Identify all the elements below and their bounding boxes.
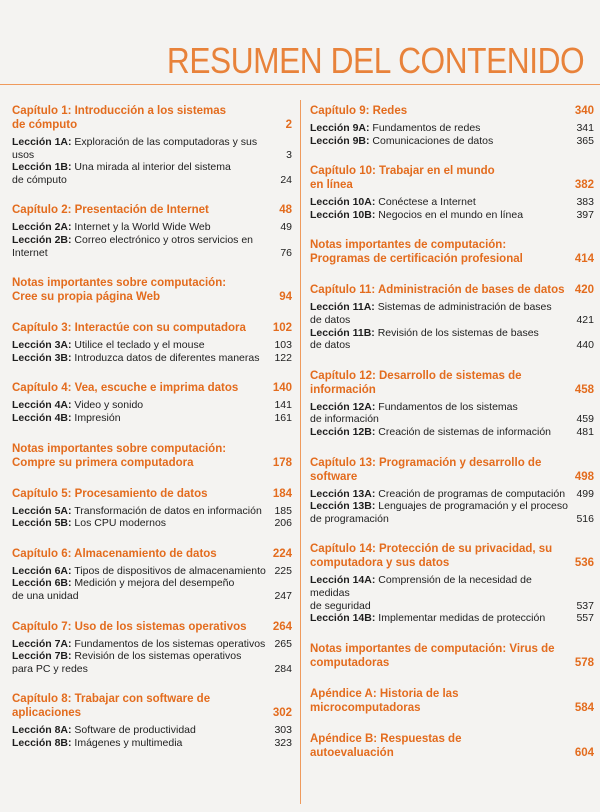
section-page-number: 536 bbox=[574, 557, 594, 570]
lesson-code: Lección 12A: bbox=[310, 400, 376, 413]
lesson-code: Lección 4A: bbox=[12, 399, 72, 412]
section-heading bbox=[310, 687, 594, 715]
lesson-code: Lección 13A: bbox=[310, 487, 376, 500]
lesson-description: Software de productividad bbox=[71, 724, 196, 737]
section-heading bbox=[12, 620, 292, 634]
lesson-description: Implementar medidas de protección bbox=[375, 612, 546, 625]
lesson-code: Lección 3A: bbox=[12, 339, 72, 352]
lesson-page-number: 383 bbox=[576, 196, 594, 209]
lesson-title bbox=[310, 209, 576, 222]
section-title: Apéndice A: Historia de las microcomputadoras bbox=[310, 687, 459, 714]
lesson-title bbox=[310, 574, 576, 612]
section-page-number: 382 bbox=[574, 179, 594, 192]
section-title: Notas importantes sobre computación: Compre su primera computadora bbox=[12, 442, 227, 469]
lesson-page-number: 499 bbox=[576, 487, 594, 500]
lesson-row bbox=[12, 505, 292, 518]
lesson-page-number: 459 bbox=[576, 413, 594, 426]
section-heading bbox=[310, 238, 594, 266]
lesson-row bbox=[12, 737, 292, 750]
lesson-code: Lección 7B: bbox=[12, 650, 72, 663]
toc-section bbox=[12, 203, 292, 259]
toc-section bbox=[12, 692, 292, 749]
toc-section bbox=[310, 369, 594, 439]
lesson-code: Lección 12B: bbox=[310, 425, 376, 438]
section-page-number: 584 bbox=[574, 701, 594, 714]
section-title: Capítulo 3: Interactúe con su computadora bbox=[12, 322, 246, 335]
lesson-title bbox=[310, 612, 576, 625]
lesson-code: Lección 3B: bbox=[12, 351, 72, 364]
section-page-number: 340 bbox=[574, 105, 594, 117]
lesson-row bbox=[12, 724, 292, 737]
lesson-page-number: 122 bbox=[274, 351, 292, 364]
lesson-title bbox=[12, 412, 274, 425]
lesson-title bbox=[12, 136, 286, 161]
section-page-number: 420 bbox=[574, 284, 594, 297]
lesson-code: Lección 11B: bbox=[310, 326, 375, 339]
lesson-row bbox=[310, 488, 594, 501]
lesson-code: Lección 6A: bbox=[12, 564, 72, 577]
lesson-row bbox=[310, 135, 594, 148]
toc-section bbox=[12, 104, 292, 186]
section-page-number: 578 bbox=[574, 656, 594, 669]
lesson-code: Lección 2A: bbox=[12, 221, 72, 234]
lesson-title bbox=[12, 339, 274, 352]
section-page-number: 2 bbox=[285, 119, 292, 131]
lesson-description: Introduzca datos de diferentes maneras bbox=[71, 351, 260, 364]
section-title: Apéndice B: Respuestas de autoevaluación bbox=[310, 732, 462, 759]
section-page-number: 458 bbox=[574, 383, 594, 396]
lesson-row bbox=[12, 161, 292, 186]
toc-left-column bbox=[12, 104, 292, 766]
section-heading bbox=[310, 164, 594, 192]
lesson-page-number: 421 bbox=[576, 313, 594, 326]
lesson-row bbox=[12, 221, 292, 234]
lesson-code: Lección 13B: bbox=[310, 500, 376, 513]
toc-section bbox=[310, 104, 594, 147]
section-page-number: 184 bbox=[272, 487, 292, 500]
lesson-page-number: 206 bbox=[274, 517, 292, 530]
section-heading bbox=[12, 381, 292, 395]
section-heading bbox=[12, 442, 292, 470]
lesson-row bbox=[12, 412, 292, 425]
lesson-title bbox=[310, 401, 576, 426]
lesson-code: Lección 14A: bbox=[310, 574, 376, 587]
lesson-description: Utilice el teclado y el mouse bbox=[71, 339, 205, 352]
column-divider bbox=[300, 100, 301, 804]
toc-section bbox=[310, 238, 594, 266]
lesson-row bbox=[12, 638, 292, 651]
title-rule bbox=[0, 84, 600, 85]
lesson-row bbox=[12, 650, 292, 675]
toc-section bbox=[310, 642, 594, 670]
lesson-description: Fundamentos de redes bbox=[369, 122, 481, 134]
section-page-number: 140 bbox=[272, 382, 292, 395]
lesson-page-number: 323 bbox=[274, 736, 292, 749]
lesson-code: Lección 8B: bbox=[12, 736, 72, 749]
lesson-row bbox=[12, 399, 292, 412]
lesson-description: Fundamentos de los sistemas de información bbox=[310, 400, 518, 426]
lesson-description: Comunicaciones de datos bbox=[369, 134, 494, 147]
section-page-number: 302 bbox=[272, 707, 292, 720]
section-heading bbox=[12, 487, 292, 501]
lesson-code: Lección 14B: bbox=[310, 612, 376, 625]
lesson-row bbox=[12, 339, 292, 352]
section-title: Capítulo 11: Administración de bases de datos bbox=[310, 284, 565, 297]
lesson-description: Tipos de dispositivos de almacenamiento bbox=[71, 564, 266, 577]
section-title: Notas importantes de computación: Programas de certificación profesional bbox=[310, 239, 523, 266]
lesson-row bbox=[310, 401, 594, 426]
lesson-code: Lección 5A: bbox=[12, 504, 72, 517]
lesson-description: Una mirada al interior del sistema de cómputo bbox=[12, 161, 231, 186]
lesson-code: Lección 11A: bbox=[310, 301, 375, 314]
lesson-title bbox=[310, 426, 576, 439]
lesson-page-number: 24 bbox=[280, 173, 292, 186]
section-page-number: 48 bbox=[279, 204, 292, 217]
lesson-page-number: 247 bbox=[274, 589, 292, 602]
lesson-row bbox=[310, 209, 594, 222]
lesson-description: Creación de sistemas de información bbox=[375, 425, 552, 438]
lesson-title bbox=[310, 500, 576, 525]
section-title: Capítulo 6: Almacenamiento de datos bbox=[12, 547, 217, 560]
lesson-title bbox=[12, 517, 274, 530]
lesson-title bbox=[12, 737, 274, 750]
section-title: Capítulo 5: Procesamiento de datos bbox=[12, 487, 208, 500]
section-heading bbox=[12, 692, 292, 720]
lesson-title bbox=[12, 724, 274, 737]
lesson-row bbox=[12, 577, 292, 602]
section-title: Capítulo 2: Presentación de Internet bbox=[12, 204, 209, 217]
lesson-page-number: 284 bbox=[274, 662, 292, 675]
lesson-title bbox=[12, 650, 274, 675]
lesson-code: Lección 8A: bbox=[12, 724, 72, 737]
lesson-page-number: 49 bbox=[280, 221, 292, 234]
lesson-description: Video y sonido bbox=[71, 399, 144, 412]
toc-section bbox=[310, 164, 594, 221]
lesson-page-number: 3 bbox=[286, 148, 292, 161]
lesson-title bbox=[12, 234, 280, 259]
lesson-page-number: 141 bbox=[274, 399, 292, 412]
lesson-page-number: 516 bbox=[576, 512, 594, 525]
lesson-title bbox=[12, 352, 274, 365]
lesson-page-number: 557 bbox=[576, 612, 594, 625]
page-title: RESUMEN DEL CONTENIDO bbox=[166, 40, 584, 81]
lesson-page-number: 537 bbox=[576, 599, 594, 612]
section-title: Capítulo 14: Protección de su privacidad, su computadora y sus datos bbox=[310, 543, 553, 570]
lesson-description: Revisión de los sistemas operativos para PC y redes bbox=[12, 650, 242, 675]
lesson-code: Lección 1B: bbox=[12, 161, 72, 174]
toc-section bbox=[310, 732, 594, 760]
lesson-row bbox=[310, 612, 594, 625]
section-heading bbox=[12, 547, 292, 561]
toc-section bbox=[12, 620, 292, 676]
toc-section bbox=[12, 381, 292, 424]
toc-right-column bbox=[310, 104, 594, 777]
lesson-title bbox=[310, 135, 576, 148]
lesson-title bbox=[12, 399, 274, 412]
lesson-page-number: 103 bbox=[274, 339, 292, 352]
lesson-title bbox=[310, 488, 576, 501]
section-title: Capítulo 13: Programación y desarrollo de software bbox=[310, 456, 542, 483]
lesson-row bbox=[310, 426, 594, 439]
lesson-title bbox=[12, 565, 274, 578]
lesson-description: Imágenes y multimedia bbox=[71, 736, 183, 749]
lesson-code: Lección 1A: bbox=[12, 136, 72, 148]
section-heading bbox=[12, 203, 292, 217]
section-page-number: 102 bbox=[272, 322, 292, 335]
lesson-description: Revisión de los sistemas de bases de datos bbox=[310, 326, 539, 352]
section-heading bbox=[310, 283, 594, 297]
lesson-row bbox=[12, 136, 292, 161]
lesson-page-number: 341 bbox=[576, 122, 594, 134]
lesson-title bbox=[310, 327, 576, 352]
lesson-code: Lección 10B: bbox=[310, 208, 376, 221]
lesson-code: Lección 9B: bbox=[310, 134, 370, 147]
lesson-description: Internet y la World Wide Web bbox=[71, 221, 211, 234]
lesson-row bbox=[12, 352, 292, 365]
lesson-description: Impresión bbox=[71, 411, 121, 424]
section-page-number: 604 bbox=[574, 746, 594, 759]
toc-section bbox=[12, 487, 292, 530]
lesson-description: Creación de programas de computación bbox=[375, 487, 566, 500]
section-page-number: 498 bbox=[574, 470, 594, 483]
lesson-title bbox=[12, 577, 274, 602]
section-heading bbox=[310, 542, 594, 570]
lesson-code: Lección 5B: bbox=[12, 517, 72, 530]
lesson-row bbox=[310, 574, 594, 612]
lesson-row bbox=[310, 500, 594, 525]
lesson-description: Sistemas de administración de bases de datos bbox=[310, 301, 552, 326]
lesson-row bbox=[12, 565, 292, 578]
section-heading bbox=[12, 276, 292, 304]
lesson-description: Medición y mejora del desempeño de una unidad bbox=[12, 577, 235, 602]
lesson-row bbox=[12, 234, 292, 259]
section-heading bbox=[12, 104, 292, 132]
lesson-code: Lección 4B: bbox=[12, 411, 72, 424]
lesson-description: Los CPU modernos bbox=[71, 517, 167, 530]
lesson-title bbox=[12, 161, 280, 186]
lesson-row bbox=[310, 327, 594, 352]
lesson-description: Negocios en el mundo en línea bbox=[375, 208, 524, 221]
section-title: Capítulo 4: Vea, escuche e imprima datos bbox=[12, 382, 239, 395]
lesson-page-number: 303 bbox=[274, 724, 292, 737]
lesson-code: Lección 9A: bbox=[310, 122, 370, 134]
lesson-page-number: 397 bbox=[576, 208, 594, 221]
section-title: Capítulo 1: Introducción a los sistemas de cómputo bbox=[12, 105, 227, 131]
lesson-title bbox=[12, 505, 274, 518]
lesson-code: Lección 7A: bbox=[12, 637, 72, 650]
section-page-number: 224 bbox=[272, 547, 292, 560]
section-title: Capítulo 7: Uso de los sistemas operativos bbox=[12, 620, 247, 633]
lesson-title bbox=[12, 221, 280, 234]
lesson-description: Fundamentos de los sistemas operativos bbox=[71, 637, 266, 650]
section-heading bbox=[310, 369, 594, 397]
lesson-row bbox=[12, 517, 292, 530]
lesson-title bbox=[310, 196, 576, 209]
lesson-title bbox=[310, 122, 576, 135]
section-page-number: 264 bbox=[272, 620, 292, 633]
toc-section bbox=[310, 542, 594, 624]
section-title: Capítulo 8: Trabajar con software de aplicaciones bbox=[12, 693, 211, 720]
lesson-code: Lección 6B: bbox=[12, 577, 72, 590]
toc-section bbox=[12, 547, 292, 603]
lesson-description: Correo electrónico y otros servicios en Internet bbox=[12, 233, 254, 259]
toc-section bbox=[310, 283, 594, 351]
lesson-code: Lección 10A: bbox=[310, 196, 376, 209]
toc-section bbox=[12, 442, 292, 470]
lesson-page-number: 365 bbox=[576, 134, 594, 147]
section-heading bbox=[310, 732, 594, 760]
section-page-number: 414 bbox=[574, 253, 594, 266]
toc-section bbox=[12, 276, 292, 304]
lesson-row bbox=[310, 196, 594, 209]
section-title: Capítulo 9: Redes bbox=[310, 105, 408, 117]
section-title: Capítulo 10: Trabajar en el mundo en línea bbox=[310, 165, 495, 192]
lesson-title bbox=[310, 301, 576, 326]
section-heading bbox=[310, 642, 594, 670]
toc-section bbox=[12, 321, 292, 364]
lesson-page-number: 225 bbox=[274, 564, 292, 577]
toc-section bbox=[310, 687, 594, 715]
lesson-description: Transformación de datos en información bbox=[71, 504, 262, 517]
section-heading bbox=[310, 456, 594, 484]
lesson-description: Conéctese a Internet bbox=[375, 196, 476, 209]
lesson-title bbox=[12, 638, 274, 651]
section-page-number: 94 bbox=[279, 291, 292, 304]
lesson-page-number: 76 bbox=[280, 246, 292, 259]
section-title: Notas importantes sobre computación: Cree su propia página Web bbox=[12, 277, 227, 304]
lesson-row bbox=[310, 301, 594, 326]
section-title: Notas importantes de computación: Virus de computadoras bbox=[310, 642, 555, 669]
lesson-description: Comprensión de la necesidad de medidas de seguridad bbox=[310, 574, 532, 612]
toc-section bbox=[310, 456, 594, 526]
section-heading bbox=[12, 321, 292, 335]
section-heading bbox=[310, 104, 594, 118]
lesson-page-number: 161 bbox=[274, 411, 292, 424]
lesson-page-number: 185 bbox=[274, 504, 292, 517]
section-page-number: 178 bbox=[272, 456, 292, 469]
lesson-page-number: 481 bbox=[576, 425, 594, 438]
section-title: Capítulo 12: Desarrollo de sistemas de información bbox=[310, 369, 522, 396]
lesson-page-number: 440 bbox=[576, 339, 594, 352]
lesson-description: Lenguajes de programación y el proceso de programación bbox=[310, 500, 568, 525]
lesson-row bbox=[310, 122, 594, 135]
lesson-description: Exploración de las computadoras y sus usos bbox=[12, 136, 258, 161]
lesson-code: Lección 2B: bbox=[12, 233, 72, 246]
lesson-page-number: 265 bbox=[274, 637, 292, 650]
